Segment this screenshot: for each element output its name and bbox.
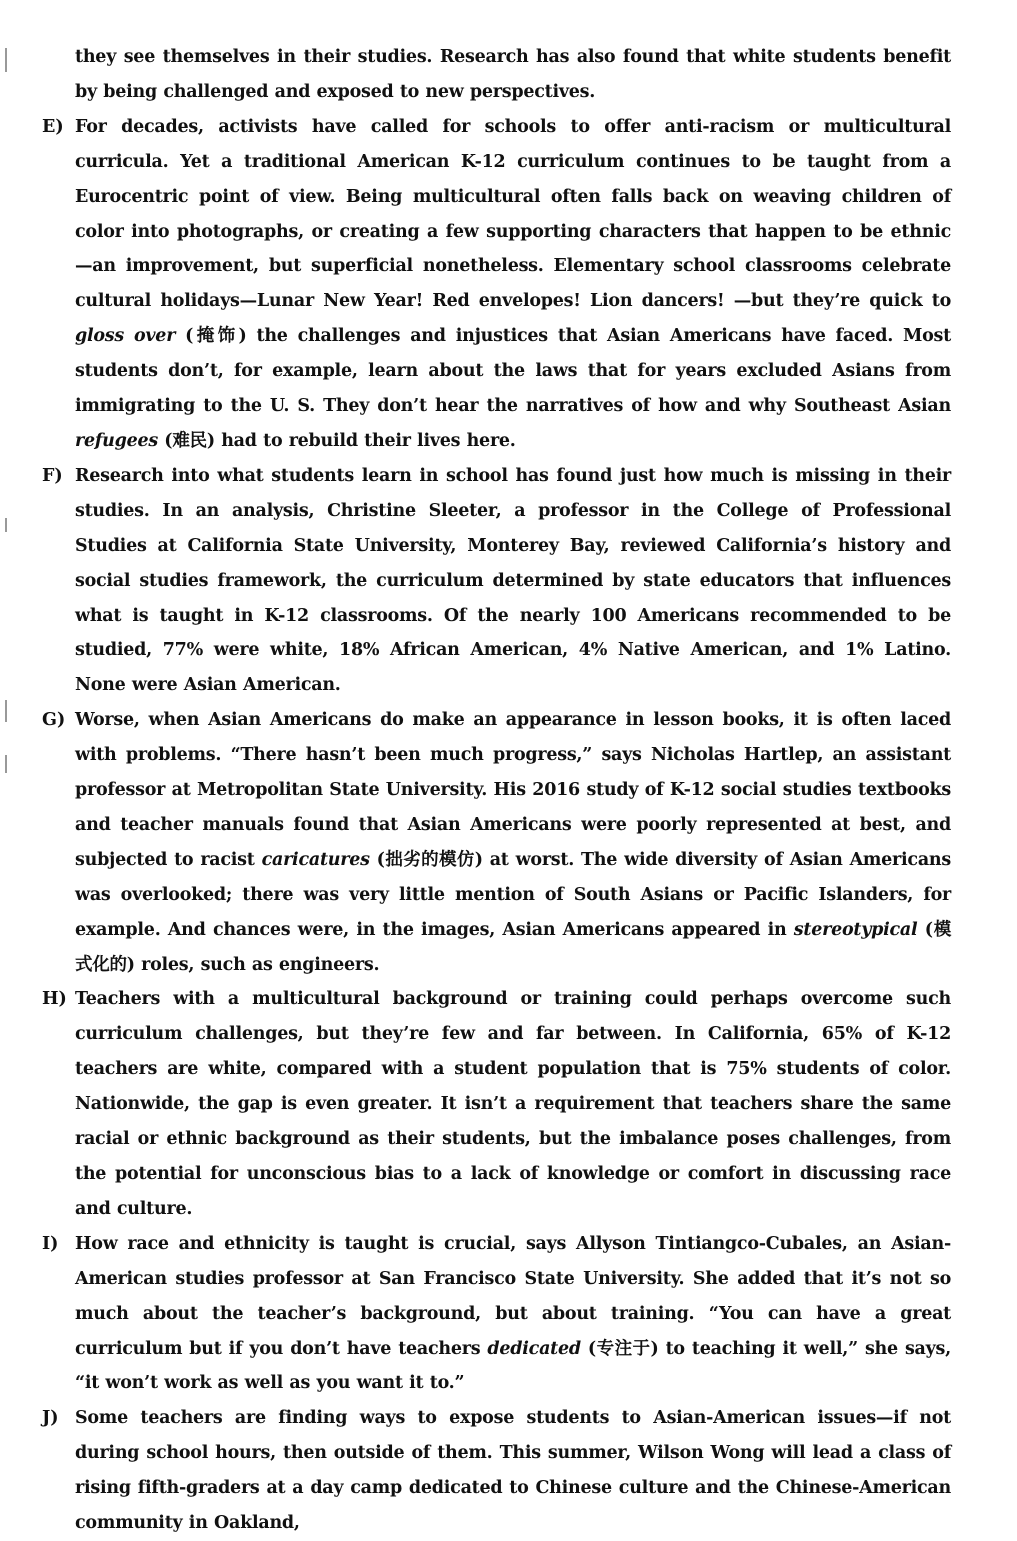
paragraph-text [75,1227,951,1402]
text-run: Some teachers are finding ways to expose students to Asian-American issues—if not during school hours, then outside of them. This summer, Wilson Wong will lead a class of rising fifth-graders at a day camp dedicated to Chinese culture and the Chinese-American community in Oakland, [75,1408,951,1534]
paragraph [42,1227,951,1402]
paragraph-text [75,982,951,1226]
text-run: Research into what students learn in school has found just how much is missing in their studies. In an analysis, Christine Sleeter, a professor in the College of Professional Studies at California State University, Monterey Bay, reviewed California’s history and social studies framework, the curriculum determined by state educators that influences what is taught in K-12 classrooms. Of the nearly 100 Americans recommended to be studied, 77% were white, 18% African American, 4% Native American, and 1% Latino. None were Asian American. [75,465,951,696]
text-run: For decades, activists have called for schools to offer anti-racism or multicultural curricula. Yet a traditional American K-12 curriculum continues to be taught from a Eurocentric point of view. Being multicultural often falls back on weaving children of color into photographs, or creating a few supporting characters that happen to be ethnic—an improvement, but superficial nonetheless. Elementary school classrooms celebrate cultural holidays—Lunar New Year! Red envelopes! Lion dancers! —but they’re quick to [75,116,951,312]
text-run: How race and ethnicity is taught is crucial, says Allyson Tintiangco-Cubales, an Asian-American studies professor at San Francisco State University. She added that it’s not so much about the teacher’s background, but about training. “You can have a great curriculum but if you don’t have teachers [75,1233,951,1359]
glossed-term: stereotypical [793,919,918,940]
paragraph [42,703,951,982]
paragraph-text [75,703,951,982]
glossed-term: caricatures [261,849,370,870]
text-run: (拙劣的模仿) at worst. The wide diversity of Asian Americans was overlooked; there was very little mention of South Asians or Pacific Islanders, for example. And chances were, in the images, Asian Americans appeared in [75,849,951,940]
paragraph-text [75,459,951,703]
text-run: (专注于) to teaching it well,” she says, “it won’t work as well as you want it to.” [75,1338,951,1394]
intro-paragraph: they see themselves in their studies. Research has also found that white students benefit by being challenged and exposed to new perspectives. [75,47,951,102]
text-run: (掩饰) the challenges and injustices that Asian Americans have faced. Most students don’t, for example, learn about the laws that for years excluded Asians from immigrating to the U. S. They don’t hear the narratives of how and why Southeast Asian [75,326,951,417]
glossed-term: gloss over [75,326,176,347]
glossed-term: dedicated [487,1338,581,1359]
paragraph [42,982,951,1226]
text-run: (模式化的) roles, such as engineers. [75,919,951,975]
paragraph-label: H) [42,989,67,1010]
paragraph-list [0,110,1017,1541]
paragraph-label: J) [42,1408,59,1429]
paragraph-text [75,110,951,459]
paragraph-text [75,1401,951,1541]
paragraph-label: I) [42,1233,59,1254]
paragraph [42,110,951,459]
text-run: (难民) had to rebuild their lives here. [157,430,516,451]
text-run: Teachers with a multicultural background or training could perhaps overcome such curriculum challenges, but they’re few and far between. In California, 65% of K-12 teachers are white, compared with a student population that is 75% students of color. Nationwide, the gap is even greater. It isn’t a requirement that teachers share the same racial or ethnic background as their students, but the imbalance poses challenges, from the potential for unconscious bias to a lack of knowledge or comfort in discussing race and culture. [75,989,951,1219]
glossed-term: refugees [75,430,158,451]
paragraph [42,1401,951,1541]
text-run: Worse, when Asian Americans do make an appearance in lesson books, it is often laced with problems. “There hasn’t been much progress,” says Nicholas Hartlep, an assistant professor at Metropolitan State University. His 2016 study of K-12 social studies textbooks and teacher manuals found that Asian Americans were poorly represented at best, and subjected to racist [75,710,951,870]
paragraph-label: G) [42,710,66,731]
article-body [0,40,1017,1541]
paragraph-label: E) [42,116,64,137]
paragraph-label: F) [42,465,63,486]
paragraph [42,459,951,703]
